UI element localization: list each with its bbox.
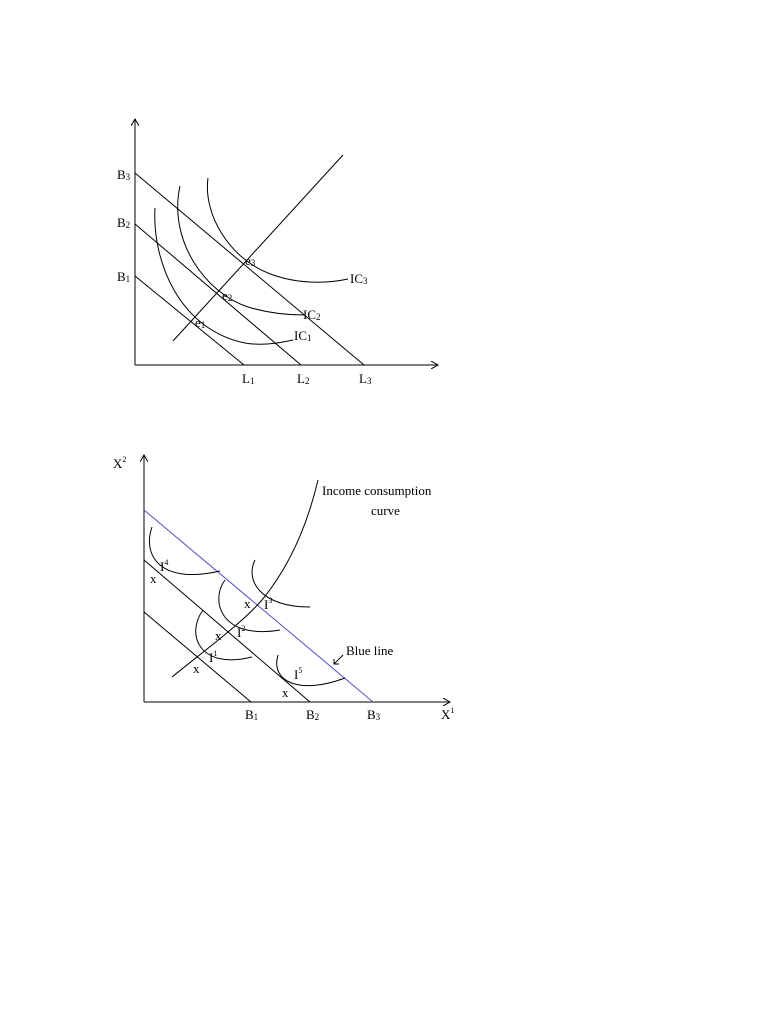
fig1-indifference-curve-1 <box>155 208 293 344</box>
fig2-blue-line-label: Blue line <box>346 643 394 658</box>
fig2-marker-x-i5: x <box>282 685 289 700</box>
fig1-budget-line-3 <box>135 173 364 365</box>
fig1-label-l1: L1 <box>242 371 255 386</box>
fig2-label-b3: B3 <box>367 707 381 722</box>
fig1-label-ic1: IC1 <box>294 328 312 343</box>
fig2-label-i2: $I^2$ <box>237 624 246 640</box>
fig1-label-b2: B2 <box>117 215 131 230</box>
fig2-icc-label-line2: curve <box>371 503 400 518</box>
fig2-label-i3: $I^3$ <box>264 596 273 612</box>
fig2-label-i1: $I^1$ <box>209 649 218 665</box>
fig2-blue-line-pointer <box>334 655 343 664</box>
fig1-label-e3: e3 <box>245 253 256 268</box>
fig1-label-e2: e2 <box>222 288 233 303</box>
fig2-marker-x-i4: x <box>150 571 157 586</box>
fig2-marker-x-i1: x <box>193 661 200 676</box>
fig1-label-b3: B3 <box>117 167 131 182</box>
fig1-label-l2: L2 <box>297 371 310 386</box>
figure-2 <box>113 455 454 722</box>
fig1-label-e1: e1 <box>195 315 206 330</box>
fig2-label-b2: B2 <box>306 707 320 722</box>
fig1-label-ic2: IC2 <box>303 307 321 322</box>
fig2-income-consumption-curve <box>172 480 318 677</box>
fig1-indifference-curve-3 <box>207 178 348 282</box>
fig2-indifference-curve-i3 <box>252 560 310 607</box>
fig2-y-axis-label: $X^2$ <box>113 455 127 471</box>
fig2-label-b1: B1 <box>245 707 259 722</box>
fig1-indifference-curve-2 <box>178 186 304 315</box>
figure-1 <box>117 119 438 386</box>
fig1-label-b1: B1 <box>117 269 131 284</box>
fig2-marker-x-i3: x <box>244 596 251 611</box>
fig1-label-ic3: IC3 <box>350 271 368 286</box>
fig2-marker-x-i2: x <box>215 628 222 643</box>
fig2-icc-label-line1: Income consumption <box>322 483 432 498</box>
fig2-label-i4: $I^4$ <box>160 558 169 574</box>
fig2-label-i5: $I^5$ <box>294 666 303 682</box>
fig2-blue-line <box>144 510 373 702</box>
fig2-budget-line-2 <box>144 560 310 702</box>
fig2-x-axis-label: $X^1$ <box>441 706 455 722</box>
fig1-label-l3: L3 <box>359 371 372 386</box>
